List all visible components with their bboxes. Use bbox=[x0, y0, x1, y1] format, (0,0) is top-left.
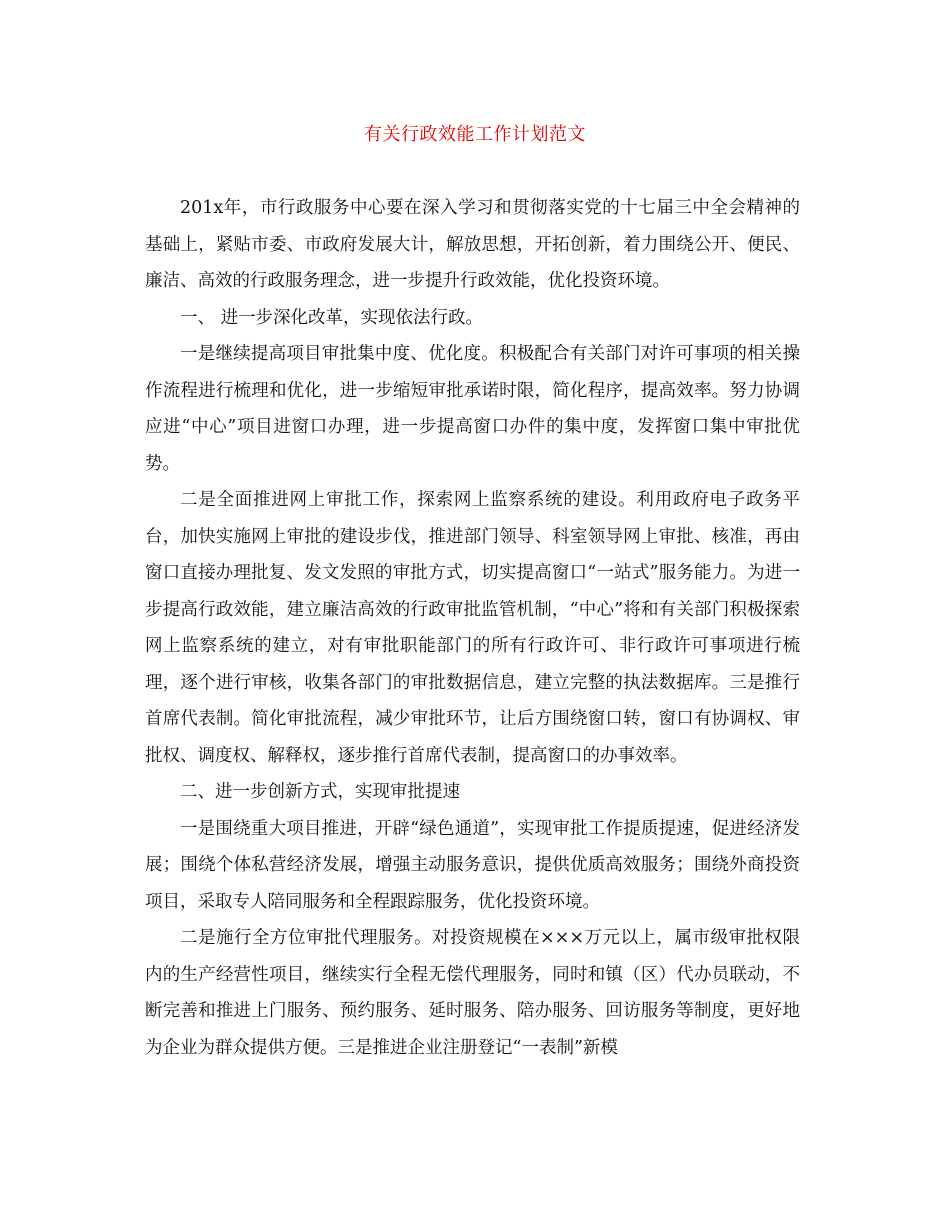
document-body bbox=[145, 190, 800, 1066]
paragraph: 二是施行全方位审批代理服务。对投资规模在×××万元以上，属市级审批权限内的生产经营性项目，继续实行全程无偿代理服务，同时和镇（区）代办员联动，不断完善和推进上门服务、预约服务、延时服务、陪办服务、回访服务等制度，更好地为企业为群众提供方便。三是推进企业注册登记“一表制”新模 bbox=[145, 928, 800, 1058]
section-heading-1: 一、 进一步深化改革，实现依法行政。 bbox=[180, 307, 484, 328]
paragraph: 一是继续提高项目审批集中度、优化度。积极配合有关部门对许可事项的相关操作流程进行梳理和优化，进一步缩短审批承诺时限，简化程序，提高效率。努力协调应进“中心”项目进窗口办理，进一步提高窗口办件的集中度，发挥窗口集中审批优势。 bbox=[145, 344, 800, 474]
paragraph: 二是全面推进网上审批工作，探索网上监察系统的建设。利用政府电子政务平台，加快实施网上审批的建设步伐，推进部门领导、科室领导网上审批、核准，再由窗口直接办理批复、发文发照的审批方式，切实提高窗口“一站式”服务能力。为进一步提高行政效能，建立廉洁高效的行政审批监管机制，“中心”将和有关部门积极探索网上监察系统的建立，对有审批职能部门的所有行政许可、非行政许可事项进行梳理，逐个进行审核，收集各部门的审批数据信息，建立完整的执法数据库。三是推行首席代表制。简化审批流程，减少审批环节，让后方围绕窗口转，窗口有协调权、审批权、调度权、解释权，逐步推行首席代表制，提高窗口的办事效率。 bbox=[145, 490, 800, 766]
paragraph: 一是围绕重大项目推进，开辟“绿色通道”，实现审批工作提质提速，促进经济发展；围绕个体私营经济发展，增强主动服务意识，提供优质高效服务；围绕外商投资项目，采取专人陪同服务和全程跟踪服务，优化投资环境。 bbox=[145, 818, 800, 912]
paragraph-intro: 201x年，市行政服务中心要在深入学习和贯彻落实党的十七届三中全会精神的基础上，紧贴市委、市政府发展大计，解放思想，开拓创新，着力围绕公开、便民、廉洁、高效的行政服务理念，进一步提升行政效能，优化投资环境。 bbox=[145, 198, 800, 291]
document-title: 有关行政效能工作计划范文 bbox=[364, 124, 586, 145]
section-heading-2: 二、进一步创新方式，实现审批提速 bbox=[180, 782, 460, 802]
